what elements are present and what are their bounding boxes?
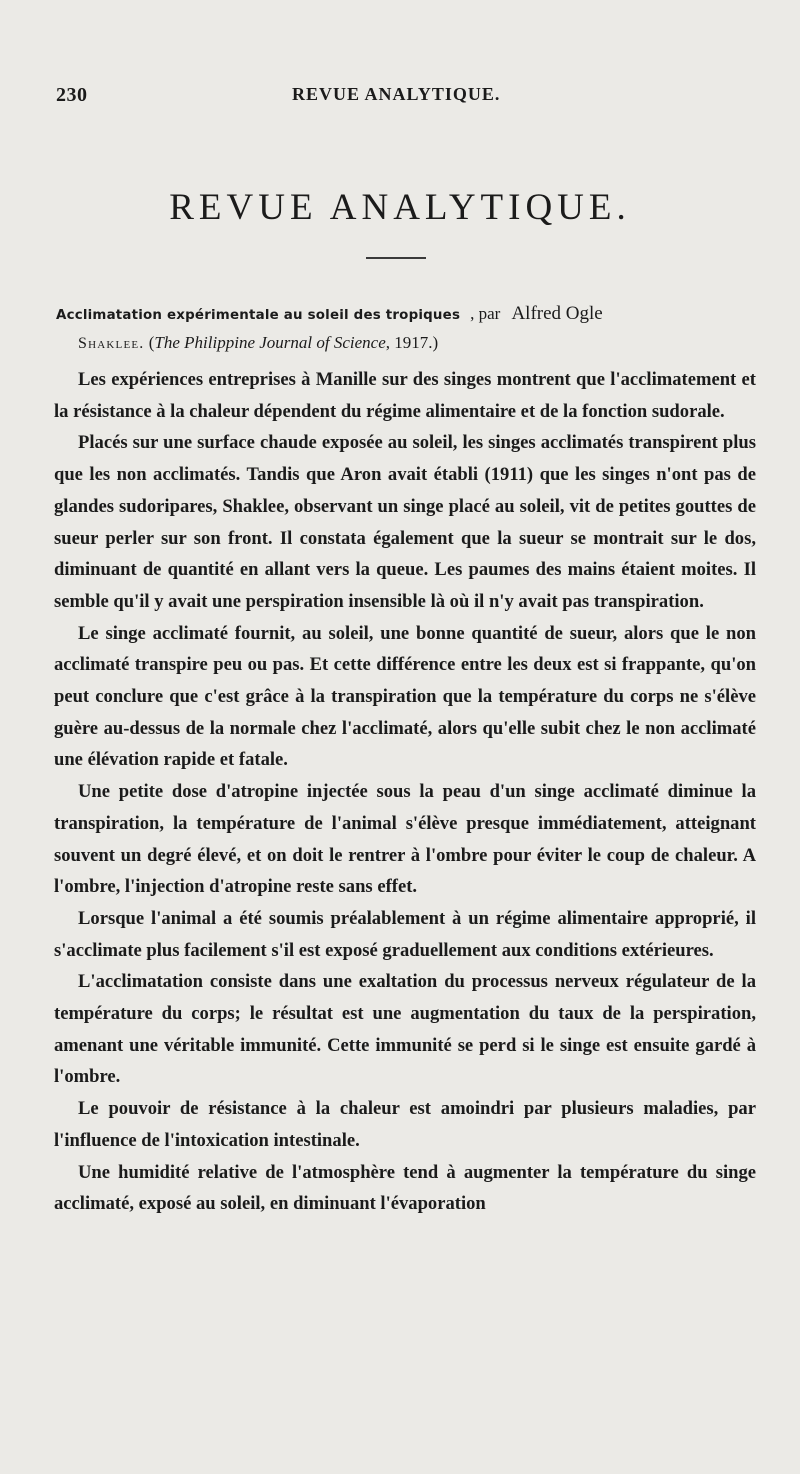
running-head — [56, 84, 756, 114]
paragraph: Une humidité relative de l'atmosphère tend à augmenter la température du singe acclimaté, exposé au soleil, en diminuant l'évaporation — [54, 1161, 756, 1215]
article-journal: The Philippine Journal of Science — [154, 333, 386, 352]
source-close: , 1917.) — [385, 333, 439, 352]
paragraph: Le singe acclimaté fournit, au soleil, une bonne quantité de sueur, alors que le non acclimaté transpire peu ou pas. Et cette différence entre les deux est si frappante, qu'on peut conclure que c'est grâce à la transpiration que la température du corps ne s'élève guère au-dessus de la normale chez l'acclimaté, alors qu'elle subit chez le non acclimaté une élévation rapide et fatale. — [54, 622, 756, 771]
source-open: ( — [148, 333, 155, 352]
paragraph: L'acclimatation consiste dans une exaltation du processus nerveux régulateur de la température du corps; le résultat est une augmentation du taux de la perspiration, amenant une véritable immunité. Cette immunité se perd si le singe est ensuite gardé à l'ombre. — [54, 971, 756, 1088]
section-title: REVUE ANALYTIQUE. — [169, 187, 631, 228]
article-source-line — [56, 329, 768, 357]
article-title: Acclimatation expérimentale au soleil des tropiques — [56, 308, 461, 323]
title-rule-divider — [366, 257, 426, 259]
page-number: 230 — [56, 84, 88, 106]
article-body — [54, 364, 756, 1220]
article-par: , par — [470, 304, 501, 323]
article-author: Alfred Ogle — [511, 303, 603, 324]
paragraph: Placés sur une surface chaude exposée au soleil, les singes acclimatés transpirent plus que les non acclimatés. Tandis que Aron avait établi (1911) que les singes n'ont pas de glandes sudoripares, Shaklee, observant un singe placé au soleil, vit de petites gouttes de sueur perler sur son front. Il constata également que la sueur se montrait sur le dos, diminuant de quantité en allant vers la queue. Les paumes des mains étaient moites. Il semble qu'il y avait une perspiration insensible là où il n'y avait pas transpiration. — [54, 432, 756, 612]
running-title: REVUE ANALYTIQUE. — [292, 84, 501, 104]
paragraph: Les expériences entreprises à Manille sur des singes montrent que l'acclimatement et la résistance à la chaleur dépendent du régime alimentaire et de la fonction sudorale. — [54, 369, 756, 422]
article-header — [56, 300, 768, 357]
article-header-line — [56, 300, 768, 329]
article-author-surname: Shaklee. — [78, 335, 145, 352]
paragraph: Une petite dose d'atropine injectée sous la peau d'un singe acclimaté diminue la transpiration, la température de l'animal s'élève presque immédiatement, atteignant souvent un degré élevé, et on doit le rentrer à l'ombre pour éviter le coup de chaleur. A l'ombre, l'injection d'atropine reste sans effet. — [54, 781, 756, 898]
paragraph: Lorsque l'animal a été soumis préalablement à un régime alimentaire approprié, il s'acclimate plus facilement s'il est exposé graduellement aux conditions extérieures. — [54, 907, 756, 961]
paragraph: Le pouvoir de résistance à la chaleur est amoindri par plusieurs maladies, par l'influence de l'intoxication intestinale. — [54, 1098, 756, 1151]
